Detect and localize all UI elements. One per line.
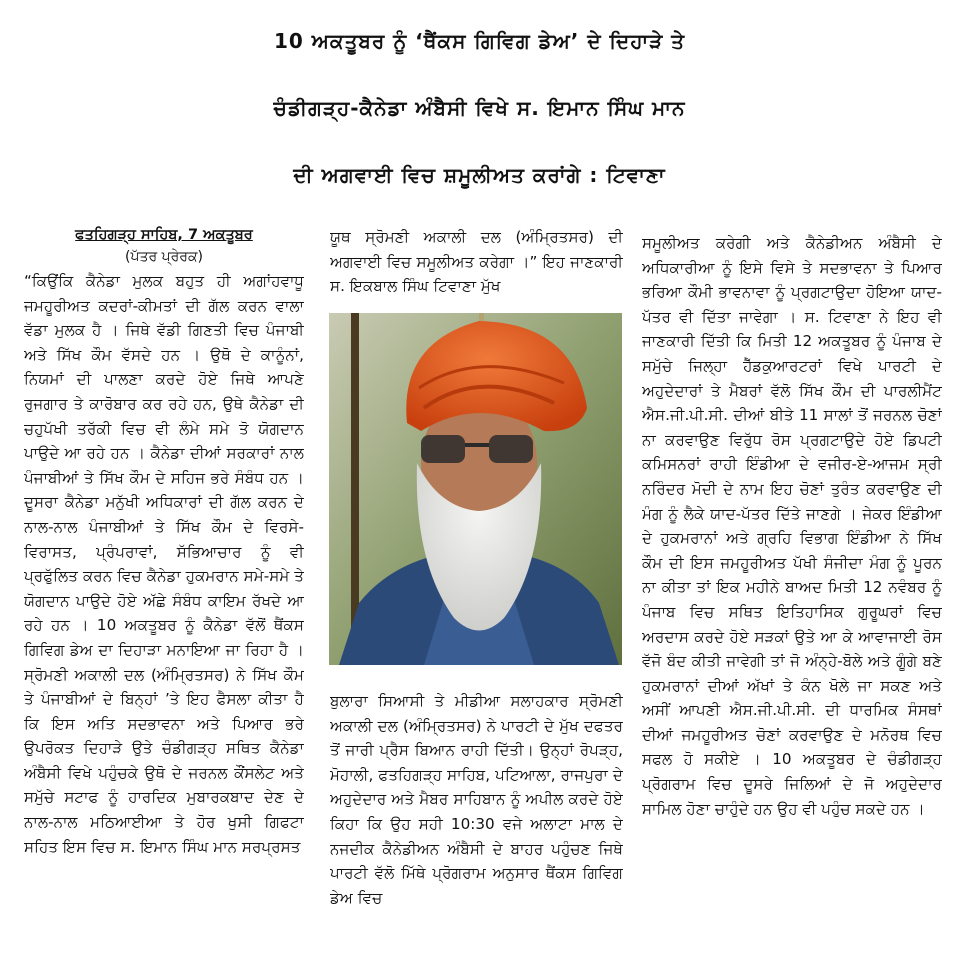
portrait-photo <box>329 313 622 665</box>
headline-line-3: ਦੀ ਅਗਵਾਈ ਵਿਚ ਸ਼ਮੂਲੀਅਤ ਕਰਾਂਗੇ : ਟਿਵਾਣਾ <box>293 163 666 187</box>
article-body-col2-bottom: ਬੁਲਾਰਾ ਸਿਆਸੀ ਤੇ ਮੀਡੀਆ ਸਲਾਹਕਾਰ ਸ੍ਰੋਮਣੀ ਅਕਾਲੀ ਦਲ (ਅੰਮ੍ਰਿਤਸਰ) ਨੇ ਪਾਰਟੀ ਦੇ ਮੁੱਖ ਦਫਤਰ ਤੋਂ ਜਾਰੀ ਪ੍ਰੈਸ ਬਿਆਨ ਰਾਹੀ ਦਿੱਤੀ। ਉਨ੍ਹਾਂ ਰੋਪੜ੍ਹ, ਮੋਹਾਲੀ, ਫਤਹਿਗੜ੍ਹ ਸਾਹਿਬ, ਪਟਿਆਲਾ, ਰਾਜਪੁਰਾ ਦੇ ਅਹੁਦੇਦਾਰ ਅਤੇ ਮੈਬਰ ਸਾਹਿਬਾਨ ਨੂੰ ਅਪੀਲ ਕਰਦੇ ਹੋਏ ਕਿਹਾ ਕਿ ਉਹ ਸਹੀ 10:30 ਵਜੇ ਅਲਾਟਾ ਮਾਲ ਦੇ ਨਜਦੀਕ ਕੈਨੇਡੀਅਨ ਅੰਬੈਸੀ ਦੇ ਬਾਹਰ ਪਹੁੰਚਣ ਜਿਥੇ ਪਾਰਟੀ ਵੱਲੋ ਮਿੱਥੇ ਪ੍ਰੋਗਰਾਮ ਅਨੁਸਾਰ ਥੈਂਕਸ ਗਿਵਿਗ ਡੇਅ ਵਿਚ <box>330 692 623 907</box>
reporter-credit: (ਪੱਤਰ ਪ੍ਰੇਰਕ) <box>125 249 203 265</box>
article-column-3 <box>642 231 942 961</box>
article-body-col2-top: ਯੂਥ ਸ੍ਰੋਮਣੀ ਅਕਾਲੀ ਦਲ (ਅੰਮ੍ਰਿਤਸਰ) ਦੀ ਅਗਵਾਈ ਵਿਚ ਸਮੂਲੀਅਤ ਕਰੇਗਾ ।” ਇਹ ਜਾਣਕਾਰੀ ਸ. ਇਕਬਾਲ ਸਿੰਘ ਟਿਵਾਣਾ ਮੁੱਖ <box>330 228 623 296</box>
headline <box>0 0 959 212</box>
article-body-col1: “ਕਿਉਂਕਿ ਕੈਨੇਡਾ ਮੁਲਕ ਬਹੁਤ ਹੀ ਅਗਾਂਹਵਾਧੂ ਜਮਹੂਰੀਅਤ ਕਦਰਾਂ-ਕੀਮਤਾਂ ਦੀ ਗੱਲ ਕਰਨ ਵਾਲਾ ਵੱਡਾ ਮੁਲਕ ਹੈ । ਜਿਥੇ ਵੱਡੀ ਗਿਣਤੀ ਵਿਚ ਪੰਜਾਬੀ ਅਤੇ ਸਿੱਖ ਕੌਮ ਵੱਸਦੇ ਹਨ । ਉਥੋ ਦੇ ਕਾਨੂੰਨਾਂ, ਨਿਯਮਾਂ ਦੀ ਪਾਲਣਾ ਕਰਦੇ ਹੋਏ ਜਿਥੇ ਆਪਣੇ ਰੁਜਗਾਰ ਤੇ ਕਾਰੋਬਾਰ ਕਰ ਰਹੇ ਹਨ, ਉਥੇ ਕੈਨੇਡਾ ਦੀ ਚਹੁਪੱਖੀ ਤਰੱਕੀ ਵਿਚ ਵੀ ਲੰਮੇ ਸਮੇ ਤੋ ਯੋਗਦਾਨ ਪਾਉਦੇ ਆ ਰਹੇ ਹਨ । ਕੈਨੇਡਾ ਦੀਆਂ ਸਰਕਾਰਾਂ ਨਾਲ ਪੰਜਾਬੀਆਂ ਤੇ ਸਿੱਖ ਕੌਮ ਦੇ ਸਹਿਜ ਭਰੇ ਸੰਬੰਧ ਹਨ । ਦੂਸਰਾ ਕੈਨੇਡਾ ਮਨੁੱਖੀ ਅਧਿਕਾਰਾਂ ਦੀ ਗੱਲ ਕਰਨ ਦੇ ਨਾਲ-ਨਾਲ ਪੰਜਾਬੀਆਂ ਤੇ ਸਿੱਖ ਕੌਮ ਦੇ ਵਿਰਸੇ-ਵਿਰਾਸਤ, ਪ੍ਰੰਪਰਾਵਾਂ, ਸੱਭਿਆਚਾਰ ਨੂੰ ਵੀ ਪ੍ਰਫੁੱਲਿਤ ਕਰਨ ਵਿਚ ਕੈਨੇਡਾ ਹੁਕਮਰਾਨ ਸਮੇ-ਸਮੇ ਤੇ ਯੋਗਦਾਨ ਪਾਉਦੇ ਹੋਏ ਅੱਛੇ ਸੰਬੰਧ ਕਾਇਮ ਰੱਖਦੇ ਆ ਰਹੇ ਹਨ । 10 ਅਕਤੂਬਰ ਨੂੰ ਕੈਨੇਡਾ ਵੱਲੋਂ ਥੈਂਕਸ ਗਿਵਿਗ ਡੇਅ ਦਾ ਦਿਹਾੜਾ ਮਨਾਇਆ ਜਾ ਰਿਹਾ ਹੈ । ਸ੍ਰੋਮਣੀ ਅਕਾਲੀ ਦਲ (ਅੰਮ੍ਰਿਤਸਰ) ਨੇ ਸਿੱਖ ਕੌਮ ਤੇ ਪੰਜਾਬੀਆਂ ਦੇ ਬਿਨ੍ਹਾਂ ’ਤੇ ਇਹ ਫੈਸਲਾ ਕੀਤਾ ਹੈ ਕਿ ਇਸ ਅਤਿ ਸਦਭਾਵਨਾ ਅਤੇ ਪਿਆਰ ਭਰੇ ਉਪਰੋਕਤ ਦਿਹਾੜੇ ਉਤੇ ਚੰਡੀਗੜ੍ਹ ਸਥਿਤ ਕੈਨੇਡਾ ਅੰਬੈਸੀ ਵਿਖੇ ਪਹੁੰਚਕੇ ਉਥੋ ਦੇ ਜਰਨਲ ਕੌਂਸਲੇਟ ਅਤੇ ਸਮੁੱਚੇ ਸਟਾਫ ਨੂੰ ਹਾਰਦਿਕ ਮੁਬਾਰਕਬਾਦ ਦੇਣ ਦੇ ਨਾਲ-ਨਾਲ ਮਠਿਆਈਆ ਤੇ ਹੋਰ ਖੁਸੀ ਗਿਫਟਾ ਸਹਿਤ ਇਸ ਵਿਚ ਸ. ਇਮਾਨ ਸਿੰਘ ਮਾਨ ਸਰਪ੍ਰਸਤ <box>24 272 304 856</box>
portrait-illustration <box>329 313 622 665</box>
dateline: ਫਤਹਿਗੜ੍ਹ ਸਾਹਿਬ, 7 ਅਕਤੂਬਰ <box>75 227 253 243</box>
article-body-col3: ਸਮੂਲੀਅਤ ਕਰੇਗੀ ਅਤੇ ਕੈਨੇਡੀਅਨ ਅੰਬੈਸੀ ਦੇ ਅਧਿਕਾਰੀਆ ਨੂੰ ਇਸੇ ਵਿਸੇ ਤੇ ਸਦਭਾਵਨਾ ਤੇ ਪਿਆਰ ਭਰਿਆ ਕੌਮੀ ਭਾਵਨਾਵਾ ਨੂੰ ਪ੍ਰਗਟਾਉਦਾ ਹੋਇਆ ਯਾਦ-ਪੱਤਰ ਵੀ ਦਿੱਤਾ ਜਾਵੇਗਾ । ਸ. ਟਿਵਾਣਾ ਨੇ ਇਹ ਵੀ ਜਾਣਕਾਰੀ ਦਿੱਤੀ ਕਿ ਮਿਤੀ 12 ਅਕਤੂਬਰ ਨੂੰ ਪੰਜਾਬ ਦੇ ਸਮੁੱਚੇ ਜਿਲ੍ਹਾ ਹੈੱਡਕੁਆਰਟਰਾਂ ਵਿਖੇ ਪਾਰਟੀ ਦੇ ਅਹੁਦੇਦਾਰਾਂ ਤੇ ਮੈਬਰਾਂ ਵੱਲੋ ਸਿੱਖ ਕੌਮ ਦੀ ਪਾਰਲੀਮੈਂਟ ਐਸ.ਜੀ.ਪੀ.ਸੀ. ਦੀਆਂ ਬੀਤੇ 11 ਸਾਲਾਂ ਤੋਂ ਜਰਨਲ ਚੋਣਾਂ ਨਾ ਕਰਵਾਉਣ ਵਿਰੁੱਧ ਰੋਸ ਪ੍ਰਗਟਾਉਦੇ ਹੋਏ ਡਿਪਟੀ ਕਮਿਸਨਰਾਂ ਰਾਹੀ ਇੰਡੀਆ ਦੇ ਵਜੀਰ-ਏ-ਆਜਮ ਸ੍ਰੀ ਨਰਿੰਦਰ ਮੋਦੀ ਦੇ ਨਾਮ ਇਹ ਚੋਣਾਂ ਤੁਰੰਤ ਕਰਵਾਉਣ ਦੀ ਮੰਗ ਨੂੰ ਲੈਕੇ ਯਾਦ-ਪੱਤਰ ਦਿੱਤੇ ਜਾਣਗੇ । ਜੇਕਰ ਇੰਡੀਆ ਦੇ ਹੁਕਮਰਾਨਾਂ ਅਤੇ ਗ੍ਰਹਿ ਵਿਭਾਗ ਇੰਡੀਆ ਨੇ ਸਿੱਖ ਕੌਮ ਦੀ ਇਸ ਜਮਹੂਰੀਅਤ ਪੱਖੀ ਸੰਜੀਦਾ ਮੰਗ ਨੂੰ ਪੂਰਨ ਨਾ ਕੀਤਾ ਤਾਂ ਇਕ ਮਹੀਨੇ ਬਾਅਦ ਮਿਤੀ 12 ਨਵੰਬਰ ਨੂੰ ਪੰਜਾਬ ਵਿਚ ਸਥਿਤ ਇਤਿਹਾਸਿਕ ਗੁਰੂਘਰਾਂ ਵਿਚ ਅਰਦਾਸ ਕਰਦੇ ਹੋਏ ਸੜਕਾਂ ਉਤੇ ਆ ਕੇ ਆਵਾਜਾਈ ਰੋਸ ਵੱਜੋ ਬੰਦ ਕੀਤੀ ਜਾਵੇਗੀ ਤਾਂ ਜੋ ਅੰਨ੍ਹੇ-ਬੋਲੇ ਅਤੇ ਗੂੰਗੇ ਬਣੇ ਹੁਕਮਰਾਨਾਂ ਦੀਆਂ ਅੱਖਾਂ ਤੇ ਕੰਨ ਖੋਲੇ ਜਾ ਸਕਣ ਅਤੇ ਅਸੀਂ ਆਪਣੀ ਐਸ.ਜੀ.ਪੀ.ਸੀ. ਦੀ ਧਾਰਮਿਕ ਸੰਸਥਾਂ ਦੀਆਂ ਜਮਹੂਰੀਅਤ ਚੋਣਾਂ ਕਰਵਾਉਣ ਦੇ ਮਨੋਰਥ ਵਿਚ ਸਫਲ ਹੋ ਸਕੀਏ । 10 ਅਕਤੂਬਰ ਦੇ ਚੰਡੀਗੜ੍ਹ ਪ੍ਰੋਗਰਾਮ ਵਿਚ ਦੂਸਰੇ ਜਿਲਿਆਂ ਦੇ ਜੋ ਅਹੁਦੇਦਾਰ ਸਾਮਿਲ ਹੋਣਾ ਚਾਹੁੰਦੇ ਹਨ ਉਹ ਵੀ ਪਹੁੰਚ ਸਕਦੇ ਹਨ । <box>642 234 942 818</box>
headline-line-1: 10 ਅਕਤੂਬਰ ਨੂੰ ‘ਥੈਂਕਸ ਗਿਵਿਗ ਡੇਅ’ ਦੇ ਦਿਹਾੜੇ ਤੇ <box>273 29 686 53</box>
article-column-1 <box>24 225 304 955</box>
headline-line-2: ਚੰਡੀਗੜ੍ਹ-ਕੈਨੇਡਾ ਅੰਬੈਸੀ ਵਿਖੇ ਸ. ਇਮਾਨ ਸਿੰਘ ਮਾਨ <box>273 96 686 120</box>
